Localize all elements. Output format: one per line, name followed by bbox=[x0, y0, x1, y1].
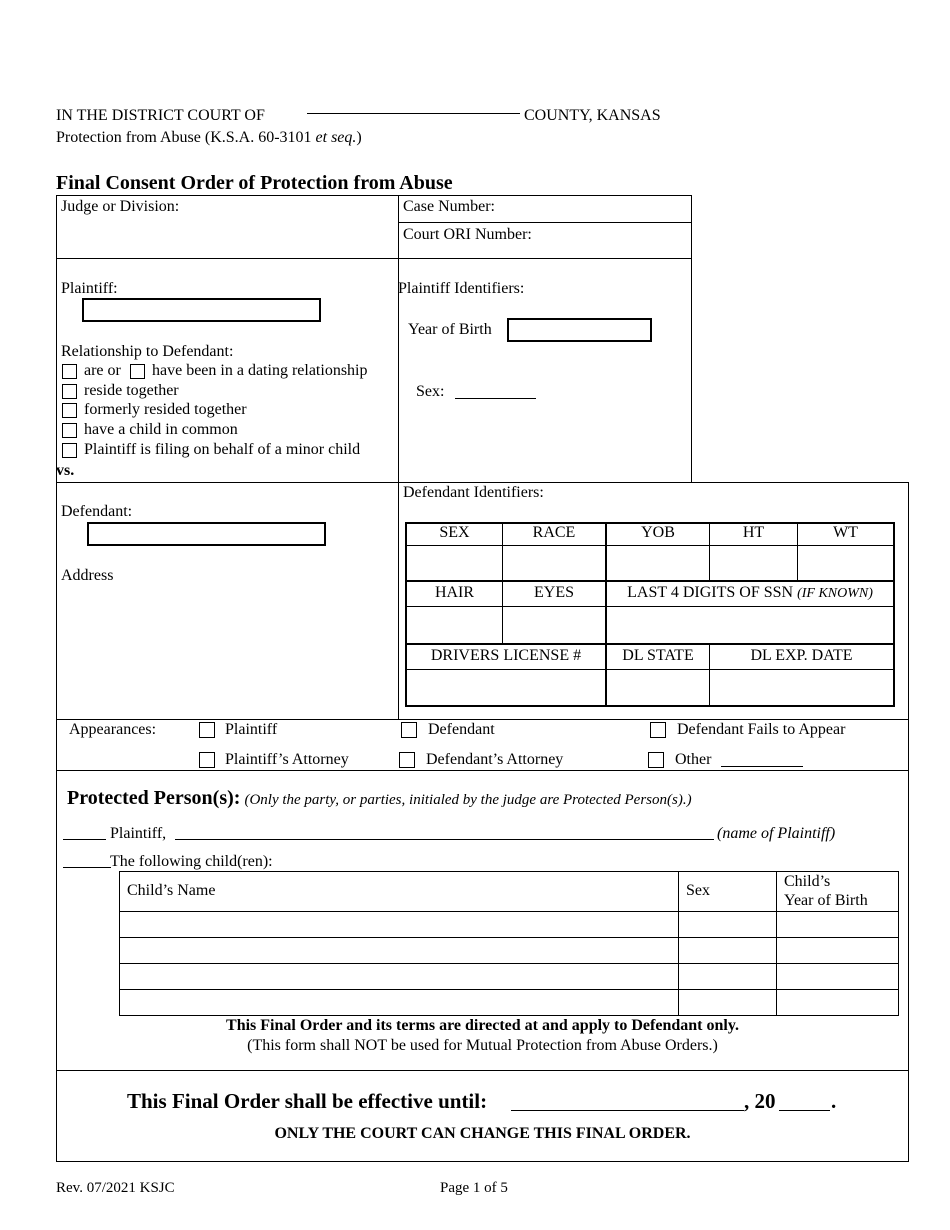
rule bbox=[119, 989, 899, 990]
county-name-field[interactable] bbox=[307, 112, 520, 114]
checkbox-reside[interactable] bbox=[62, 384, 77, 399]
ssn-note: (IF KNOWN) bbox=[797, 586, 873, 601]
children-table bbox=[119, 871, 899, 1016]
rule bbox=[398, 195, 399, 720]
appearances-label: Appearances: bbox=[69, 721, 157, 738]
rule bbox=[56, 719, 909, 720]
rule bbox=[56, 1161, 909, 1162]
rule bbox=[56, 482, 909, 483]
court-only-note: ONLY THE COURT CAN CHANGE THIS FINAL ORDER. bbox=[274, 1125, 691, 1142]
year-of-birth-label: Year of Birth bbox=[408, 321, 492, 338]
id-header-dl-exp: DL EXP. DATE bbox=[750, 647, 853, 664]
defendant-identifiers-label: Defendant Identifiers: bbox=[403, 484, 544, 501]
relationship-label: Relationship to Defendant: bbox=[61, 343, 234, 360]
defendant-name-field[interactable] bbox=[87, 522, 326, 546]
page-title: Final Consent Order of Protection from Abuse bbox=[56, 172, 453, 194]
children-initial-field[interactable] bbox=[63, 866, 111, 868]
id-header-ssn bbox=[607, 584, 893, 602]
plaintiff-identifiers-label: Plaintiff Identifiers: bbox=[398, 280, 525, 297]
appear-defendant-fails-label: Defendant Fails to Appear bbox=[677, 721, 846, 738]
appear-defendant-attorney-label: Defendant’s Attorney bbox=[426, 751, 564, 768]
rule bbox=[56, 770, 909, 771]
checkbox-dating[interactable] bbox=[130, 364, 145, 379]
protected-heading-line bbox=[67, 787, 692, 810]
appear-other-label: Other bbox=[675, 751, 712, 768]
rule bbox=[56, 1070, 909, 1071]
child-yob-header-2: Year of Birth bbox=[784, 892, 868, 909]
defendant-label: Defendant: bbox=[61, 503, 133, 520]
id-header-race: RACE bbox=[532, 524, 576, 541]
rel-reside-label: reside together bbox=[84, 382, 179, 399]
id-header-yob: YOB bbox=[641, 524, 675, 541]
revision-label: Rev. 07/2021 KSJC bbox=[56, 1180, 175, 1196]
vs-label: vs. bbox=[56, 462, 75, 479]
rel-dating-label: have been in a dating relationship bbox=[152, 362, 368, 379]
effective-year-field[interactable] bbox=[779, 1109, 830, 1111]
child-name-header: Child’s Name bbox=[127, 882, 216, 899]
directed-note: This Final Order and its terms are directed at and apply to Defendant only. bbox=[226, 1017, 739, 1034]
effective-date-field[interactable] bbox=[511, 1109, 744, 1111]
checkbox-child[interactable] bbox=[62, 423, 77, 438]
rule bbox=[119, 937, 899, 938]
court-suffix: COUNTY, KANSAS bbox=[524, 107, 661, 124]
statute-italic: et seq. bbox=[315, 129, 357, 146]
statute-prefix: Protection from Abuse (K.S.A. 60-3101 bbox=[56, 129, 316, 146]
case-number-label: Case Number: bbox=[403, 198, 495, 215]
rule bbox=[405, 606, 895, 607]
ssn-label: LAST 4 DIGITS OF SSN bbox=[627, 584, 794, 601]
rule bbox=[405, 643, 895, 645]
rule bbox=[405, 545, 895, 546]
court-line bbox=[56, 107, 265, 125]
id-header-wt: WT bbox=[833, 524, 858, 541]
rule bbox=[908, 482, 909, 1162]
rule bbox=[119, 911, 899, 912]
id-header-dl-state: DL STATE bbox=[622, 647, 694, 664]
checkbox-appear-plaintiff[interactable] bbox=[199, 722, 215, 738]
id-header-dl: DRIVERS LICENSE # bbox=[430, 647, 582, 664]
rule bbox=[56, 258, 692, 259]
rule bbox=[405, 580, 895, 582]
rule bbox=[691, 195, 692, 482]
plaintiff-name-note: (name of Plaintiff) bbox=[717, 825, 836, 842]
sex-label: Sex: bbox=[416, 383, 445, 400]
rule bbox=[605, 522, 607, 707]
plaintiff-initial-field[interactable] bbox=[63, 838, 106, 840]
checkbox-are[interactable] bbox=[62, 364, 77, 379]
child-sex-header: Sex bbox=[686, 882, 710, 899]
checkbox-other[interactable] bbox=[648, 752, 664, 768]
rel-minor-label: Plaintiff is filing on behalf of a minor child bbox=[84, 441, 361, 458]
checkbox-formerly[interactable] bbox=[62, 403, 77, 418]
rel-formerly-label: formerly resided together bbox=[84, 401, 247, 418]
rule bbox=[776, 871, 777, 1016]
protected-heading: Protected Person(s): bbox=[67, 787, 241, 809]
appear-plaintiff-attorney-label: Plaintiff’s Attorney bbox=[225, 751, 349, 768]
checkbox-defendant-attorney[interactable] bbox=[399, 752, 415, 768]
protected-plaintiff-name-field[interactable] bbox=[175, 838, 714, 840]
effective-year-prefix: , 20 bbox=[744, 1089, 776, 1113]
plaintiff-sex-field[interactable] bbox=[455, 397, 536, 399]
other-field[interactable] bbox=[721, 765, 803, 767]
mutual-note: (This form shall NOT be used for Mutual Protection from Abuse Orders.) bbox=[247, 1037, 718, 1054]
defendant-identifiers-table bbox=[405, 522, 895, 707]
effective-label: This Final Order shall be effective until: bbox=[127, 1089, 488, 1113]
rel-child-label: have a child in common bbox=[84, 421, 238, 438]
checkbox-appear-defendant[interactable] bbox=[401, 722, 417, 738]
judge-label: Judge or Division: bbox=[61, 198, 180, 215]
id-header-ht: HT bbox=[742, 524, 765, 541]
plaintiff-label: Plaintiff: bbox=[61, 280, 118, 297]
child-yob-header-1: Child’s bbox=[784, 873, 831, 890]
rule bbox=[405, 669, 895, 670]
address-label: Address bbox=[61, 567, 114, 584]
page-number: Page 1 of 5 bbox=[440, 1180, 508, 1196]
rule bbox=[678, 871, 679, 1016]
id-header-eyes: EYES bbox=[534, 584, 574, 601]
checkbox-plaintiff-attorney[interactable] bbox=[199, 752, 215, 768]
appear-defendant-label: Defendant bbox=[428, 721, 495, 738]
plaintiff-yob-field[interactable] bbox=[507, 318, 652, 342]
rule bbox=[56, 195, 57, 720]
protected-plaintiff-label: Plaintiff, bbox=[110, 825, 167, 842]
id-header-sex: SEX bbox=[439, 524, 470, 541]
rel-are-or-label: are or bbox=[84, 362, 121, 379]
statute-suffix: ) bbox=[356, 129, 362, 146]
court-ori-label: Court ORI Number: bbox=[403, 226, 532, 243]
protected-note: (Only the party, or parties, initialed by the judge are Protected Person(s).) bbox=[244, 792, 692, 808]
children-label: The following child(ren): bbox=[110, 853, 273, 870]
checkbox-defendant-fails[interactable] bbox=[650, 722, 666, 738]
id-header-hair: HAIR bbox=[434, 584, 475, 601]
court-prefix: IN THE DISTRICT COURT OF bbox=[56, 107, 265, 124]
appear-plaintiff-label: Plaintiff bbox=[225, 721, 278, 738]
rule bbox=[56, 719, 57, 1162]
rule bbox=[119, 963, 899, 964]
checkbox-minor[interactable] bbox=[62, 443, 77, 458]
rule bbox=[56, 195, 692, 196]
plaintiff-name-field[interactable] bbox=[82, 298, 321, 322]
effective-period: . bbox=[831, 1089, 837, 1113]
statute-line bbox=[56, 129, 362, 147]
rule bbox=[398, 222, 692, 223]
